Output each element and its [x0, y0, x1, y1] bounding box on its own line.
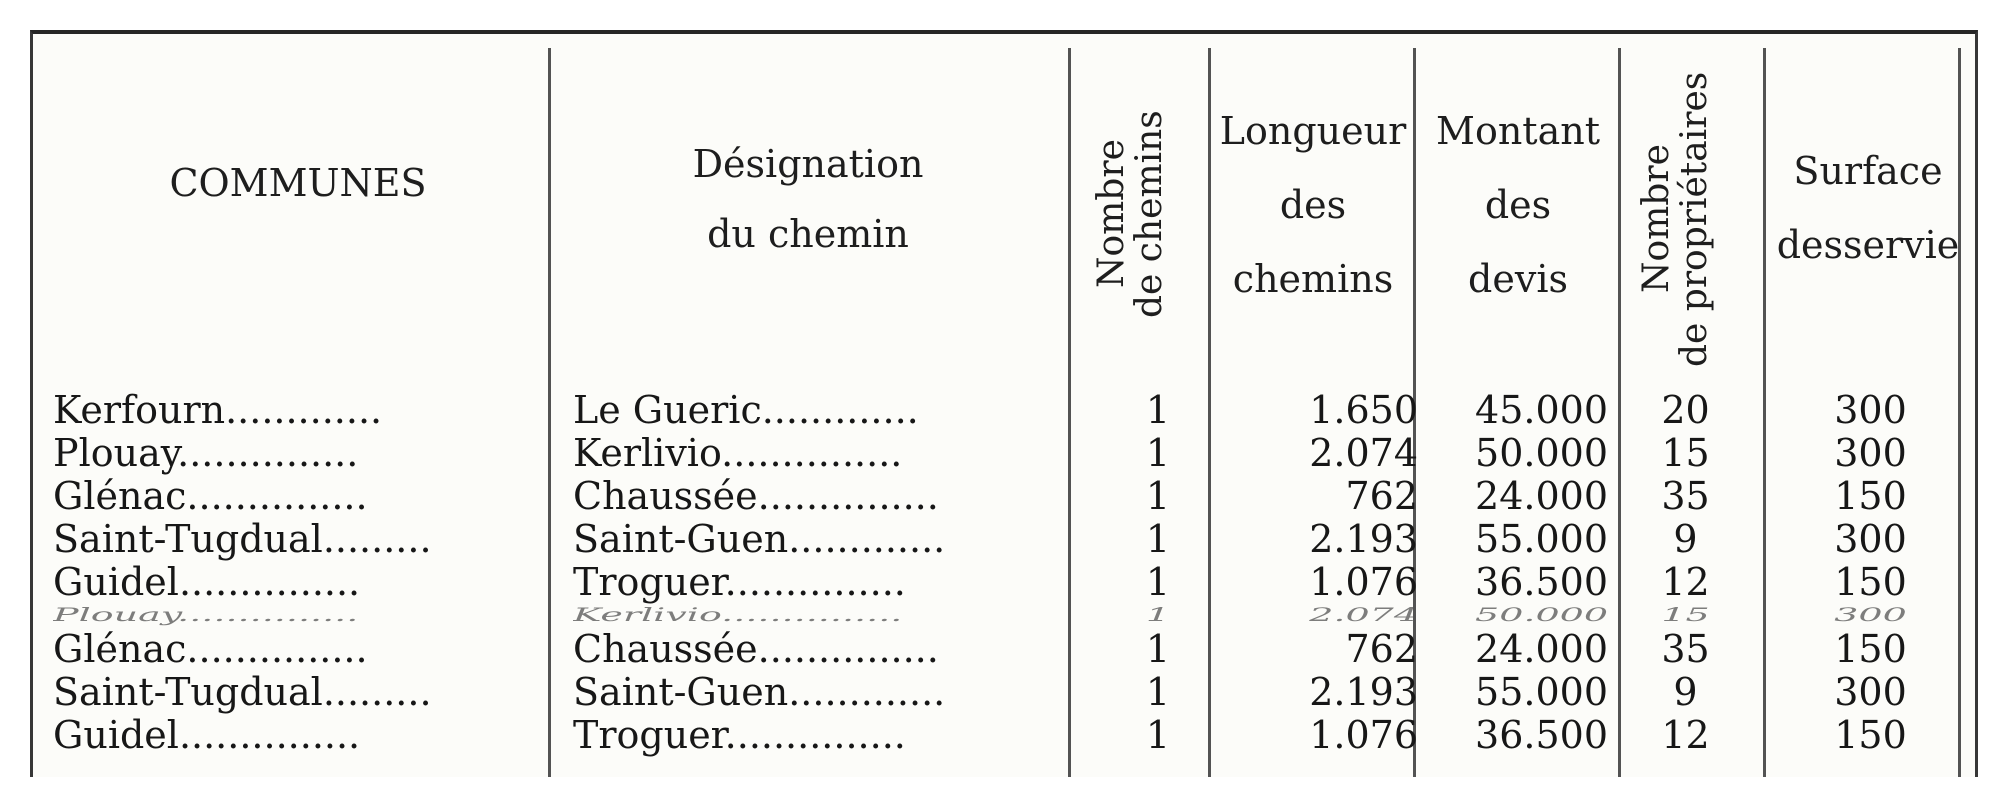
cell-proprietaires: 20: [1661, 388, 1710, 432]
header-nombre-proprietaires-line-2: de propriétaires: [1673, 71, 1715, 367]
header-montant-line-1: Montant: [1436, 109, 1600, 153]
cell-designation: Chaussée...............: [573, 628, 939, 671]
header-montant-line-2: des: [1484, 183, 1552, 228]
header-longueur: [1213, 94, 1413, 316]
cell-surface: 300: [1834, 603, 1907, 626]
table-row-smudged: [33, 603, 1975, 626]
header-nombre-chemins-line-1: Nombre: [1091, 139, 1132, 289]
cell-longueur: 2.193: [1309, 670, 1418, 714]
cell-montant: 24.000: [1475, 474, 1608, 518]
header-surface-line-1: Surface: [1793, 149, 1943, 193]
cell-longueur: 1.076: [1309, 713, 1418, 757]
header-surface-line-2: desservie: [1776, 223, 1960, 268]
cell-commune: Kerfourn.............: [53, 389, 383, 432]
cell-proprietaires: 12: [1661, 560, 1710, 604]
cell-commune: Guidel...............: [53, 561, 361, 604]
cell-commune: Saint-Tugdual.........: [53, 671, 432, 714]
cell-montant: 55.000: [1475, 670, 1608, 714]
cell-surface: 150: [1834, 627, 1907, 671]
cell-surface: 150: [1834, 560, 1907, 604]
cell-proprietaires: 15: [1661, 603, 1710, 626]
cell-surface: 150: [1834, 713, 1907, 757]
cell-nombre-chemins: 1: [1145, 670, 1171, 714]
cell-longueur: 1.076: [1309, 560, 1418, 604]
cell-commune: Glénac...............: [53, 628, 368, 671]
cell-designation: Saint-Guen.............: [573, 518, 946, 561]
header-nombre-chemins: [1093, 94, 1203, 334]
cell-nombre-chemins: 1: [1145, 560, 1171, 604]
header-nombre-proprietaires: [1638, 64, 1748, 374]
cell-nombre-chemins: 1: [1145, 713, 1171, 757]
table-row: [33, 561, 1975, 604]
cell-nombre-chemins: 1: [1145, 603, 1171, 626]
cell-commune: Plouay...............: [53, 604, 359, 626]
cell-commune: Plouay...............: [53, 432, 359, 475]
table-row: [33, 518, 1975, 561]
cell-nombre-chemins: 1: [1145, 517, 1171, 561]
cell-surface: 300: [1834, 517, 1907, 561]
cell-montant: 24.000: [1475, 627, 1608, 671]
table-row: [33, 389, 1975, 432]
cell-montant: 45.000: [1475, 388, 1608, 432]
cell-nombre-chemins: 1: [1145, 627, 1171, 671]
cell-designation: Le Gueric.............: [573, 389, 919, 432]
cell-commune: Glénac...............: [53, 475, 368, 518]
cell-montant: 36.500: [1475, 713, 1608, 757]
cell-designation: Chaussée...............: [573, 475, 939, 518]
header-longueur-line-3: chemins: [1232, 257, 1394, 302]
cell-nombre-chemins: 1: [1145, 431, 1171, 475]
cell-designation: Troguer...............: [573, 714, 906, 757]
cell-proprietaires: 15: [1661, 431, 1710, 475]
document-table: [30, 30, 1978, 777]
cell-montant: 50.000: [1475, 431, 1608, 475]
cell-proprietaires: 12: [1661, 713, 1710, 757]
cell-longueur: 762: [1345, 627, 1418, 671]
table-row: [33, 475, 1975, 518]
header-montant-line-3: devis: [1468, 257, 1568, 302]
header-longueur-line-2: des: [1279, 183, 1347, 228]
cell-proprietaires: 35: [1661, 627, 1710, 671]
header-nombre-chemins-line-2: de chemins: [1128, 110, 1170, 318]
table-row: [33, 432, 1975, 475]
cell-designation: Saint-Guen.............: [573, 671, 946, 714]
cell-commune: Guidel...............: [53, 714, 361, 757]
table-row: [33, 671, 1975, 714]
header-surface: [1768, 134, 1968, 282]
cell-montant: 55.000: [1475, 517, 1608, 561]
header-communes: COMMUNES: [169, 161, 427, 205]
header-designation-line-2: du chemin: [707, 212, 909, 257]
cell-nombre-chemins: 1: [1145, 474, 1171, 518]
cell-montant: 36.500: [1475, 560, 1608, 604]
header-montant: [1418, 94, 1618, 316]
header-longueur-line-1: Longueur: [1219, 109, 1407, 153]
table-row: [33, 714, 1975, 757]
cell-surface: 300: [1834, 670, 1907, 714]
cell-longueur: 762: [1345, 474, 1418, 518]
cell-designation: Kerlivio...............: [573, 432, 903, 475]
cell-surface: 300: [1834, 431, 1907, 475]
cell-nombre-chemins: 1: [1145, 388, 1171, 432]
cell-proprietaires: 35: [1661, 474, 1710, 518]
cell-surface: 300: [1834, 388, 1907, 432]
cell-proprietaires: 9: [1673, 670, 1698, 714]
cell-longueur: 2.193: [1309, 517, 1418, 561]
cell-longueur: 1.650: [1309, 388, 1418, 432]
cell-longueur: 2.074: [1309, 431, 1418, 475]
cell-proprietaires: 9: [1673, 517, 1698, 561]
header-nombre-proprietaires-line-1: Nombre: [1636, 144, 1677, 294]
table-body: [33, 389, 1975, 757]
cell-montant: 50.000: [1475, 603, 1608, 626]
cell-longueur: 2.074: [1309, 603, 1418, 626]
header-designation: [553, 129, 1063, 270]
cell-designation: Troguer...............: [573, 561, 906, 604]
table-row: [33, 628, 1975, 671]
header-designation-line-1: Désignation: [692, 142, 924, 186]
cell-designation: Kerlivio...............: [573, 604, 903, 626]
cell-commune: Saint-Tugdual.........: [53, 518, 432, 561]
cell-surface: 150: [1834, 474, 1907, 518]
